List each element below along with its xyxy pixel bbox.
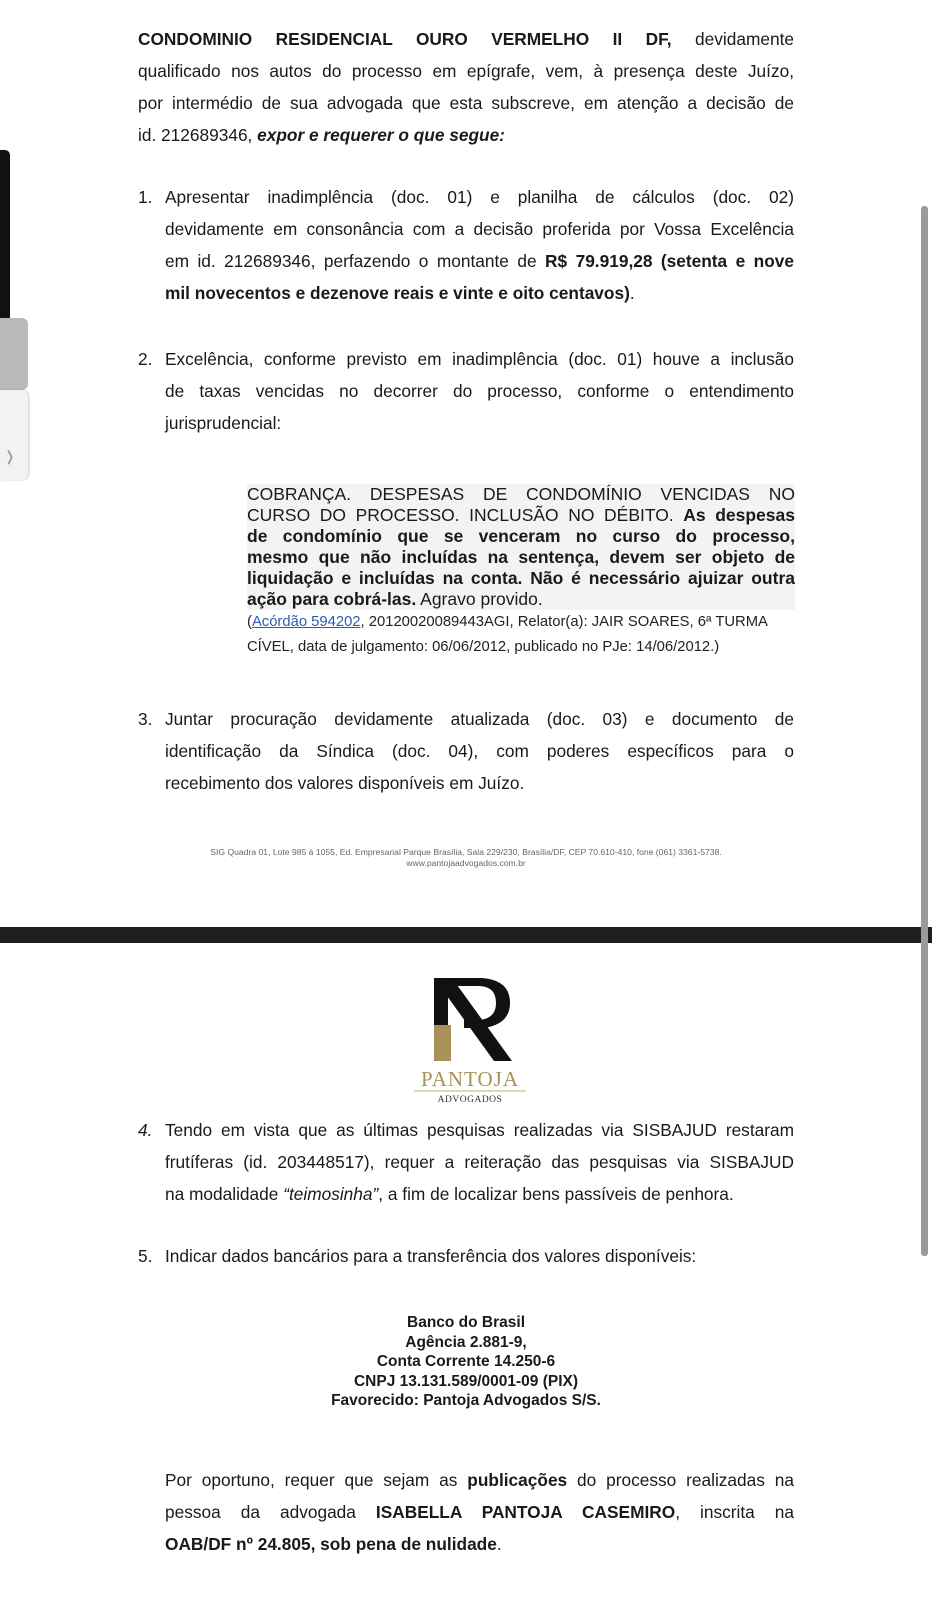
quote-line xyxy=(247,526,795,547)
item-3-number: 3. xyxy=(138,709,153,729)
attorney-name: ISABELLA PANTOJA CASEMIRO xyxy=(375,1502,676,1522)
jurisprudence-quote xyxy=(247,484,795,610)
quote-line xyxy=(247,547,795,568)
quote-bold: de condomínio que se venceram no curso do processo, xyxy=(247,526,795,546)
closing-paragraph xyxy=(165,1464,794,1560)
paren: ( xyxy=(247,614,252,630)
citation-line xyxy=(247,610,795,635)
side-panel-handle[interactable] xyxy=(0,318,28,390)
intro-text: devidamente xyxy=(695,29,794,49)
item-4-line xyxy=(165,1178,794,1210)
item-2-line: Excelência, conforme previsto em inadimplência (doc. 01) houve a inclusão xyxy=(165,349,794,369)
item-4-line: Tendo em vista que as últimas pesquisas realizadas via SISBAJUD restaram xyxy=(165,1120,794,1140)
quote-line xyxy=(247,589,795,610)
item-2-line: de taxas vencidas no decorrer do processo, conforme o entendimento xyxy=(165,381,794,401)
quote-bold: ação para cobrá-las. xyxy=(247,589,417,609)
intro-line-4 xyxy=(138,119,794,151)
intro-request: expor e requerer o que segue: xyxy=(257,125,505,145)
quote-text: CURSO DO PROCESSO. INCLUSÃO NO DÉBITO. xyxy=(247,505,684,525)
bank-cnpj: CNPJ 13.131.589/0001-09 (PIX) xyxy=(353,1372,579,1390)
logo-gold-bar xyxy=(434,1025,451,1061)
item-2-number: 2. xyxy=(138,349,153,369)
item-3-line: Juntar procuração devidamente atualizada (doc. 03) e documento de xyxy=(165,709,794,729)
item-2-paragraph xyxy=(165,343,794,439)
closing-line xyxy=(165,1496,794,1528)
citation-text: , 20120020089443AGI, Relator(a): JAIR SOARES, 6ª TURMA xyxy=(360,614,768,630)
citation-line: CÍVEL, data de julgamento: 06/06/2012, publicado no PJe: 14/06/2012.) xyxy=(247,639,720,655)
page-separator xyxy=(0,927,932,943)
intro-line-3: por intermédio de sua advogada que esta subscreve, em atenção a decisão de xyxy=(138,93,794,113)
bank-agency: Agência 2.881-9, xyxy=(405,1333,527,1351)
closing-line xyxy=(165,1528,794,1560)
footer-website: www.pantojaadvogados.com.br xyxy=(406,858,526,868)
quote-line xyxy=(247,505,795,526)
page-footer xyxy=(0,847,932,869)
item-4-paragraph xyxy=(165,1114,794,1210)
amount: R$ 79.919,28 (setenta e nove xyxy=(545,251,795,271)
period: . xyxy=(629,283,635,303)
closing-line xyxy=(165,1464,794,1496)
item-1-line xyxy=(165,245,794,277)
item-4-text: , a fim de localizar bens passíveis de penhora. xyxy=(378,1184,734,1204)
item-5-line: Indicar dados bancários para a transferência dos valores disponíveis: xyxy=(165,1246,697,1266)
logo-subtitle: ADVOGADOS xyxy=(437,1095,503,1105)
quote-bold: As despesas xyxy=(683,505,795,525)
oab-number: OAB/DF nº 24.805, sob pena de nulidade xyxy=(165,1534,497,1554)
item-1-text: em id. 212689346, perfazendo o montante de xyxy=(165,251,546,271)
item-2-line: jurisprudencial: xyxy=(165,413,282,433)
item-3-line: identificação da Síndica (doc. 04), com poderes específicos para o xyxy=(165,741,794,761)
closing-text: Por oportuno, requer que sejam as xyxy=(165,1470,468,1490)
item-4-text: na modalidade xyxy=(165,1184,284,1204)
intro-paragraph xyxy=(138,23,794,151)
intro-line-2: qualificado nos autos do processo em epígrafe, vem, à presença deste Juízo, xyxy=(138,61,794,81)
item-1-line: Apresentar inadimplência (doc. 01) e planilha de cálculos (doc. 02) xyxy=(165,187,794,207)
item-1-line: devidamente em consonância com a decisão proferida por Vossa Excelência xyxy=(165,219,794,239)
bank-name: Banco do Brasil xyxy=(407,1314,525,1331)
pantoja-logo xyxy=(400,970,540,1105)
closing-text: , inscrita na xyxy=(675,1502,794,1522)
bank-account: Conta Corrente 14.250-6 xyxy=(376,1353,556,1370)
bank-details xyxy=(0,1313,932,1411)
side-panel-tab[interactable] xyxy=(0,390,28,480)
quote-line: COBRANÇA. DESPESAS DE CONDOMÍNIO VENCIDAS NO xyxy=(247,484,795,504)
quote-bold: mesmo que não incluídas na sentença, devem ser objeto de xyxy=(247,547,795,567)
item-5-number: 5. xyxy=(138,1246,153,1266)
logo-mark-icon xyxy=(400,970,540,1105)
closing-text: do processo realizadas na xyxy=(567,1470,794,1490)
item-4-line: frutíferas (id. 203448517), requer a reiteração das pesquisas via SISBAJUD xyxy=(165,1152,794,1172)
item-3-paragraph xyxy=(165,703,794,799)
intro-line-1 xyxy=(138,23,794,55)
party-name: CONDOMINIO RESIDENCIAL OURO VERMELHO II DF, xyxy=(138,29,672,49)
period: . xyxy=(496,1534,502,1554)
scrollbar-thumb[interactable] xyxy=(921,206,928,1256)
amount-words: mil novecentos e dezenove reais e vinte e oito centavos) xyxy=(165,283,630,303)
item-4-number xyxy=(138,1114,152,1146)
intro-id: id. 212689346, xyxy=(138,125,258,145)
bank-payee: Favorecido: Pantoja Advogados S/S. xyxy=(331,1392,601,1409)
quote-bold: liquidação e incluídas na conta. Não é necessário ajuizar outra xyxy=(247,568,795,588)
item-1-number: 1. xyxy=(138,187,153,207)
item-1-paragraph xyxy=(165,181,794,309)
item-3-line: recebimento dos valores disponíveis em Juízo. xyxy=(165,773,525,793)
quote-line xyxy=(247,568,795,589)
logo-name: PANTOJA xyxy=(420,1067,520,1091)
footer-address: SIG Quadra 01, Lote 985 à 1055, Ed. Empresarial Parque Brasília, Sala 229/230, Brasília/DF, CEP 70.610-410, fone (061) 3361-5738. xyxy=(210,847,722,857)
acordao-link[interactable]: Acórdão 594202 xyxy=(251,614,361,630)
teimosinha: “teimosinha” xyxy=(283,1184,379,1204)
closing-bold: publicações xyxy=(467,1470,568,1490)
item-5-paragraph xyxy=(165,1240,794,1272)
panel-arrow-icon: ❭ xyxy=(4,448,16,464)
item-1-line xyxy=(165,277,794,309)
closing-text: pessoa da advogada xyxy=(165,1502,376,1522)
item-4-number-text: 4. xyxy=(138,1120,153,1140)
quote-citation xyxy=(247,610,795,660)
quote-text: Agravo provido. xyxy=(416,589,543,609)
